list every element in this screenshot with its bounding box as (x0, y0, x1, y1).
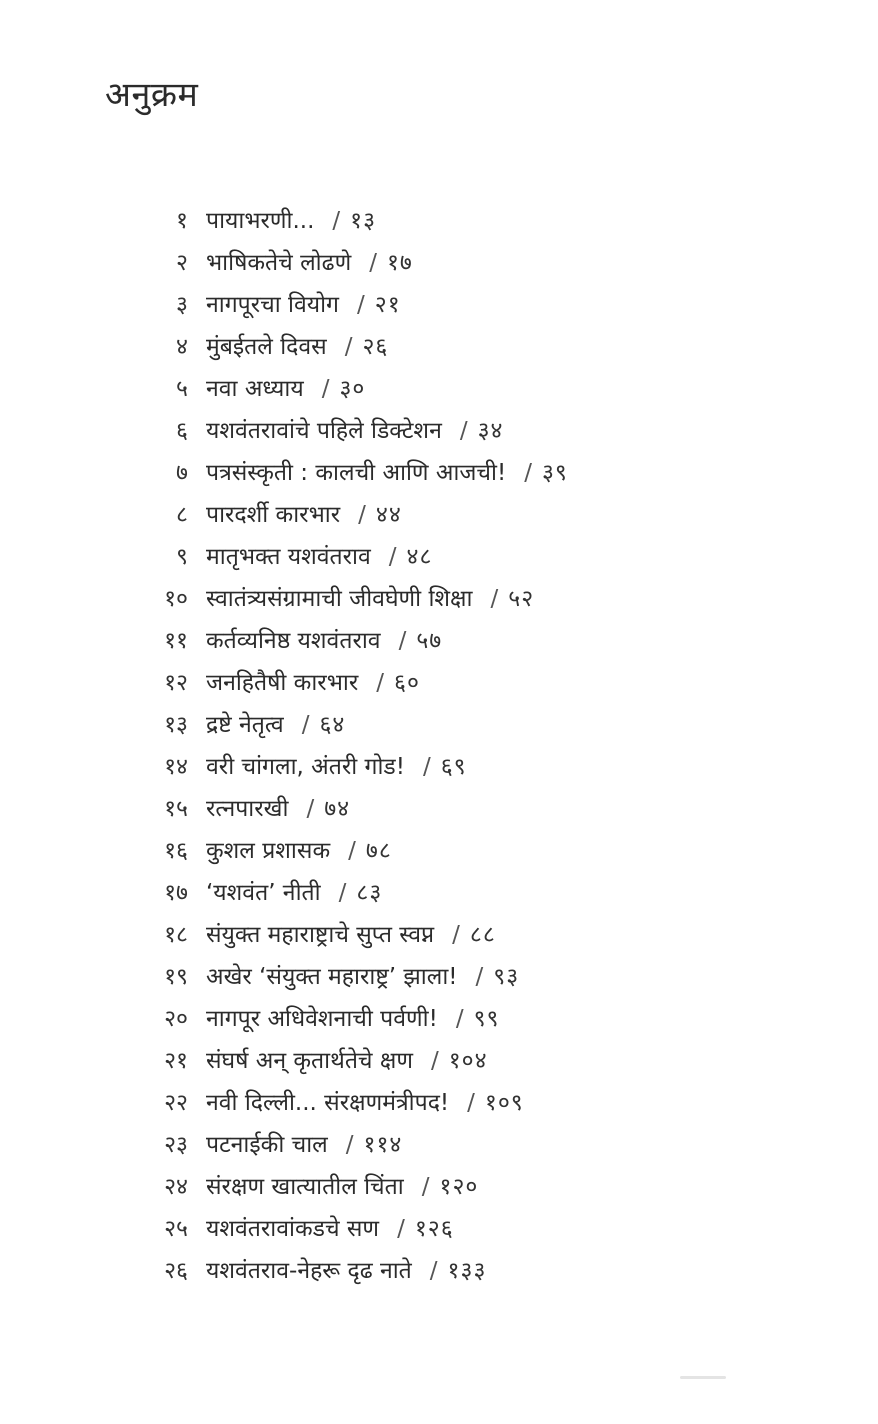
toc-entry-title: वरी चांगला, अंतरी गोड! (206, 754, 405, 780)
toc-entry-page: १७ (386, 250, 413, 276)
toc-entry-page: १३३ (447, 1258, 487, 1284)
toc-entry (140, 662, 568, 704)
toc-entry-separator: / (376, 670, 384, 696)
toc-entry (140, 956, 568, 998)
toc-entry-title: पटनाईकी चाल (206, 1132, 328, 1158)
toc-entry (140, 494, 568, 536)
toc-entry (140, 788, 568, 830)
toc-entry-page: २६ (362, 334, 389, 360)
toc-entry-separator: / (321, 376, 330, 402)
toc-entry-page: ६४ (319, 712, 346, 738)
toc-entry-number: २६ (164, 1258, 188, 1284)
toc-entry-title: भाषिकतेचे लोढणे (206, 250, 352, 276)
toc-entry-separator: / (348, 838, 356, 864)
toc-entry-number: २४ (164, 1174, 188, 1200)
toc-entry-page: ८३ (356, 880, 383, 906)
toc-entry-page: १२० (439, 1174, 479, 1200)
toc-entry (140, 368, 568, 410)
toc-entry-separator: / (369, 250, 377, 276)
toc-entry-title: ‘यशवंत’ नीती (206, 880, 321, 906)
toc-entry-title: यशवंतरावांचे पहिले डिक्टेशन (206, 418, 442, 444)
toc-entry-number: ५ (176, 376, 188, 402)
toc-entry-separator: / (344, 334, 353, 360)
toc-entry-page: ५७ (416, 628, 443, 654)
toc-entry-page: ७८ (365, 838, 392, 864)
toc-entry-separator: / (345, 1132, 354, 1158)
toc-entry-page: ३० (339, 376, 366, 402)
toc-entry-separator: / (388, 544, 397, 570)
toc-entry-title: नागपूर अधिवेशनाची पर्वणी! (206, 1006, 438, 1032)
toc-entry-page: ९३ (493, 964, 520, 990)
toc-entry-number: २० (164, 1006, 188, 1032)
toc-entry-number: २२ (164, 1090, 188, 1116)
toc-entry (140, 1082, 568, 1124)
toc-entry-page: १२६ (414, 1216, 454, 1242)
toc-entry (140, 998, 568, 1040)
toc-entry-page: ११४ (363, 1132, 403, 1158)
toc-entry-separator: / (357, 292, 365, 318)
toc-entry-title: मुंबईतले दिवस (206, 334, 327, 360)
toc-entry-separator: / (358, 502, 366, 528)
toc-entry-page: ६० (393, 670, 420, 696)
toc-entry (140, 746, 568, 788)
page-title: अनुक्रम (105, 75, 199, 115)
toc-entry-title: नवी दिल्ली... संरक्षणमंत्रीपद! (206, 1090, 450, 1116)
toc-entry (140, 200, 568, 242)
toc-entry-page: २१ (374, 292, 401, 318)
toc-entry-number: ९ (176, 544, 188, 570)
print-smudge (680, 1376, 726, 1379)
toc-entry-page: १०४ (448, 1048, 488, 1074)
toc-entry-separator: / (524, 460, 532, 486)
toc-entry-separator: / (332, 208, 341, 234)
toc-entry-title: नागपूरचा वियोग (206, 292, 340, 318)
toc-entry-separator: / (398, 628, 407, 654)
toc-entry-page: १३ (350, 208, 377, 234)
toc-entry-number: १८ (164, 922, 188, 948)
toc-entry-title: जनहितैषी कारभार (206, 670, 359, 696)
toc-entry-number: १० (164, 586, 188, 612)
toc-entry-title: पत्रसंस्कृती : कालची आणि आजची! (206, 460, 507, 486)
toc-entry-separator: / (306, 796, 315, 822)
toc-entry-number: ६ (176, 418, 188, 444)
toc-entry (140, 1040, 568, 1082)
toc-entry-number: ८ (176, 502, 188, 528)
toc-entry-number: १२ (164, 670, 188, 696)
toc-entry (140, 410, 568, 452)
toc-entry-number: १ (176, 208, 188, 234)
toc-entry-separator: / (452, 922, 460, 948)
toc-entry-title: मातृभक्त यशवंतराव (206, 544, 371, 570)
toc-entry-number: १३ (164, 712, 188, 738)
toc-entry (140, 284, 568, 326)
toc-entry-page: १०९ (484, 1090, 524, 1116)
toc-entry-separator: / (301, 712, 310, 738)
toc-entry-number: १६ (164, 838, 188, 864)
toc-entry-title: अखेर ‘संयुक्त महाराष्ट्र’ झाला! (206, 964, 458, 990)
toc-entry-number: २ (176, 250, 188, 276)
toc-entry (140, 1250, 568, 1292)
toc-entry (140, 620, 568, 662)
toc-entry-title: रत्नपारखी (206, 796, 289, 822)
toc-entry-title: द्रष्टे नेतृत्व (206, 712, 284, 738)
toc-entry-separator: / (429, 1258, 438, 1284)
toc-entry-separator: / (421, 1174, 430, 1200)
toc-entry-number: २५ (164, 1216, 188, 1242)
toc-entry-title: कुशल प्रशासक (206, 838, 331, 864)
toc-entry (140, 914, 568, 956)
toc-entry (140, 1208, 568, 1250)
toc-entry-title: यशवंतराव-नेहरू दृढ नाते (206, 1258, 412, 1284)
toc-entry (140, 578, 568, 620)
toc-entry-separator: / (397, 1216, 405, 1242)
toc-entry-title: संघर्ष अन् कृतार्थतेचे क्षण (206, 1048, 413, 1074)
toc-entry-page: ७४ (324, 796, 351, 822)
toc-entry-number: १५ (164, 796, 188, 822)
toc-entry-number: ११ (164, 628, 188, 654)
table-of-contents (140, 200, 568, 1292)
toc-entry-number: १९ (164, 964, 188, 990)
toc-entry-page: ४८ (406, 544, 433, 570)
toc-entry-page: ३४ (477, 418, 504, 444)
toc-entry-separator: / (430, 1048, 439, 1074)
toc-entry-number: २३ (164, 1132, 188, 1158)
toc-entry-separator: / (475, 964, 484, 990)
toc-entry-separator: / (459, 418, 468, 444)
toc-entry-page: ४४ (375, 502, 402, 528)
toc-entry-title: नवा अध्याय (206, 376, 304, 402)
toc-entry (140, 242, 568, 284)
toc-entry (140, 872, 568, 914)
toc-entry-title: यशवंतरावांकडचे सण (206, 1216, 380, 1242)
toc-entry (140, 830, 568, 872)
toc-entry-page: ९९ (473, 1006, 500, 1032)
toc-entry-title: स्वातंत्र्यसंग्रामाची जीवघेणी शिक्षा (206, 586, 473, 612)
toc-entry-title: संयुक्त महाराष्ट्राचे सुप्त स्वप्न (206, 922, 435, 948)
toc-entry-number: ३ (176, 292, 188, 318)
toc-entry-number: १७ (164, 880, 188, 906)
toc-entry-separator: / (422, 754, 431, 780)
toc-entry-page: ५२ (508, 586, 535, 612)
toc-entry-title: कर्तव्यनिष्ठ यशवंतराव (206, 628, 381, 654)
toc-entry-title: संरक्षण खात्यातील चिंता (206, 1174, 404, 1200)
toc-entry-number: २१ (164, 1048, 188, 1074)
toc-entry-number: ७ (176, 460, 188, 486)
toc-entry-number: ४ (176, 334, 188, 360)
toc-entry-title: पायाभरणी... (206, 208, 315, 234)
toc-entry (140, 536, 568, 578)
toc-entry-separator: / (338, 880, 347, 906)
toc-entry-separator: / (490, 586, 499, 612)
toc-entry (140, 326, 568, 368)
toc-entry (140, 1124, 568, 1166)
toc-entry (140, 1166, 568, 1208)
toc-entry-separator: / (467, 1090, 475, 1116)
toc-entry-number: १४ (164, 754, 188, 780)
toc-entry (140, 704, 568, 746)
toc-entry-page: ६९ (440, 754, 467, 780)
toc-entry-separator: / (455, 1006, 464, 1032)
toc-entry-title: पारदर्शी कारभार (206, 502, 341, 528)
toc-entry-page: ८८ (469, 922, 496, 948)
toc-entry-page: ३९ (541, 460, 568, 486)
toc-entry (140, 452, 568, 494)
